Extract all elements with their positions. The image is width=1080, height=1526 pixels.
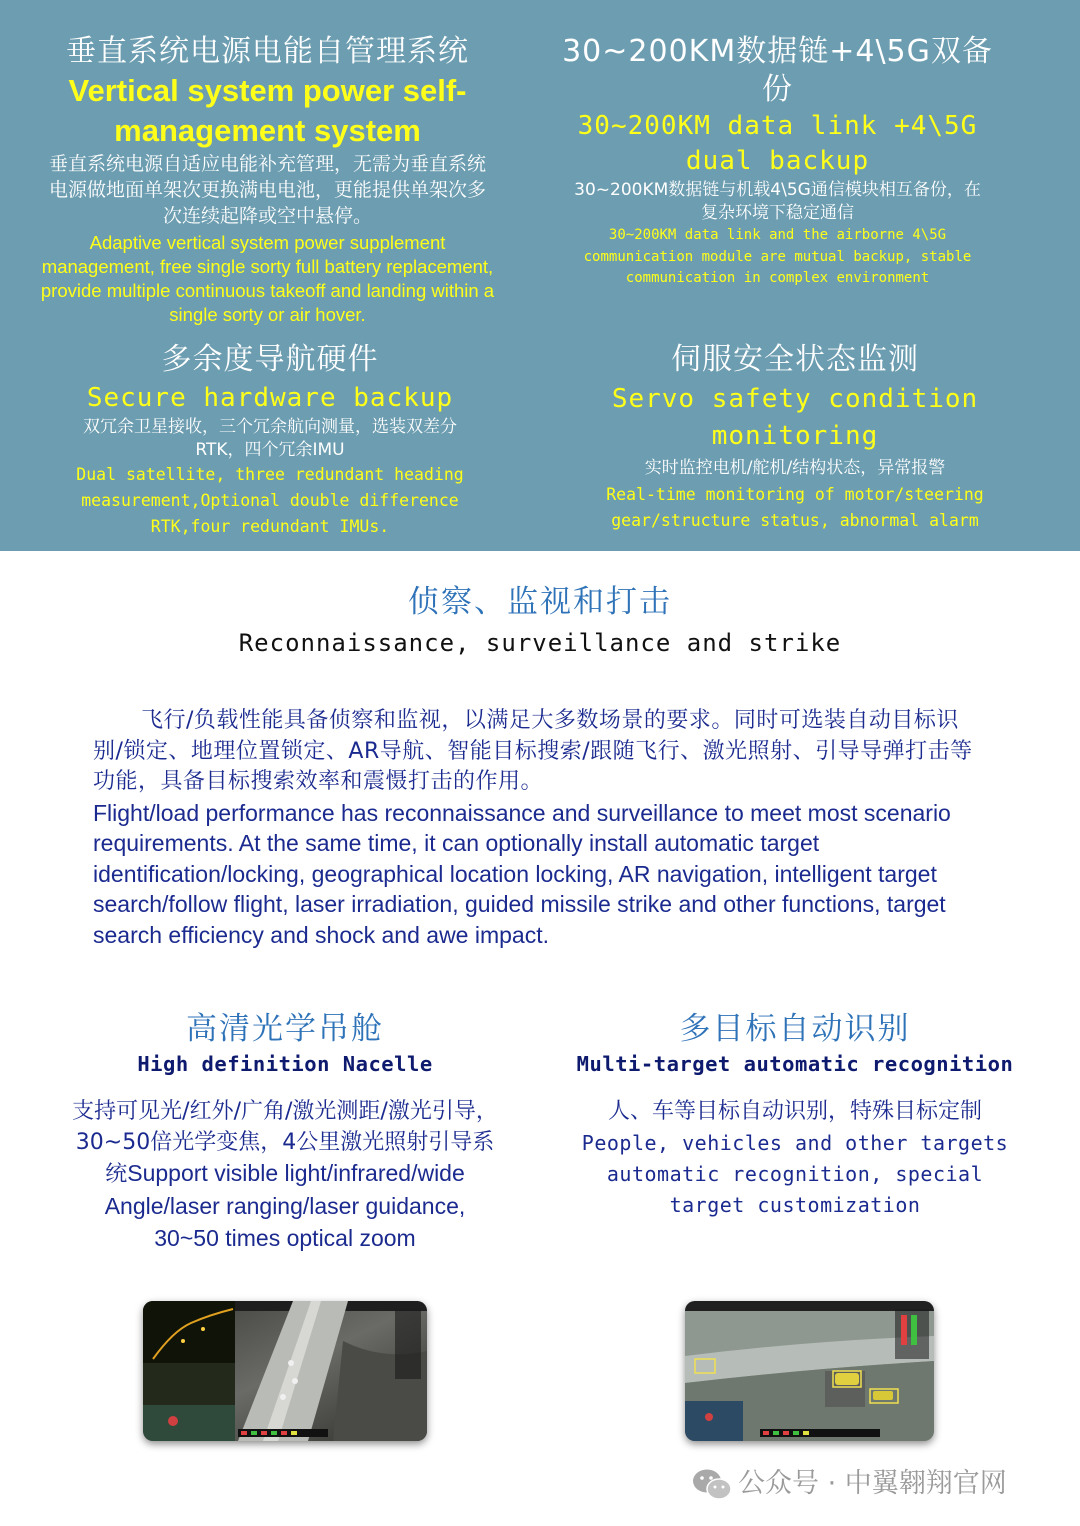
nacelle-title-en: High definition Nacelle <box>137 1052 433 1076</box>
nacelle-body-en: Support visible light/infrared/wide Angle/laser ranging/laser guidance, 30~50 times optical zoom <box>104 1160 466 1251</box>
feature-desc-en: Adaptive vertical system power supplement management, free single sorty full battery replacement, provide multiple continuous takeoff and landing within a single sorty or air hover. <box>40 232 495 325</box>
feature-power <box>40 33 495 327</box>
recon-body-cn: 飞行/负载性能具备侦察和监视，以满足大多数场景的要求。同时可选装自动目标识别/锁定、地理位置锁定、AR导航、智能目标搜索/跟随飞行、激光照射、引导导弹打击等功能，具备目标搜索效率和震慑打击的作用。 <box>93 708 973 794</box>
nacelle-screenshot <box>143 1301 427 1441</box>
feature-desc-en: 30~200KM data link and the airborne 4\5G communication module are mutual backup, stable communication in complex environment <box>583 227 972 286</box>
feature-desc-en: Dual satellite, three redundant heading measurement,Optional double difference RTK,four redundant IMUs. <box>76 465 464 536</box>
recon-paragraph <box>93 706 983 950</box>
feature-desc-en: Real-time monitoring of motor/steering gear/structure status, abnormal alarm <box>606 485 984 530</box>
feature-title-en: Servo safety condition monitoring <box>611 384 979 451</box>
recon-body-en: Flight/load performance has reconnaissance and surveillance to meet most scenario requirements. At the same time, it can optionally install automatic target identification/locking, geographical location locking, AR navigation, intelligent target search/follow flight, laser irradiation, guided missile strike and other functions, target search efficiency and shock and awe impact. <box>93 799 951 948</box>
feature-title-en: Secure hardware backup <box>86 383 454 413</box>
feature-desc-cn: 垂直系统电源自适应电能补充管理，无需为垂直系统电源做地面单架次更换满电电池，更能提供单架次多次连续起降或空中悬停。 <box>48 153 486 227</box>
feature-datalink <box>555 33 1000 290</box>
recognition-title-cn: 多目标自动识别 <box>679 1011 911 1047</box>
aerial-road-image <box>685 1301 934 1441</box>
feature-title-cn: 多余度导航硬件 <box>161 342 379 377</box>
feature-desc-cn: 双冗余卫星接收，三个冗余航向测量，选装双差分RTK，四个冗余IMU <box>83 417 457 460</box>
nacelle-body <box>70 1097 500 1256</box>
feature-title-cn: 30~200KM数据链+4\5G双备份 <box>562 34 993 107</box>
feature-title-cn: 伺服安全状态监测 <box>671 342 919 377</box>
feature-desc-cn: 实时监控电机/舵机/结构状态，异常报警 <box>644 458 946 478</box>
thermal-camera-image <box>143 1301 427 1441</box>
recognition-body-cn: 人、车等目标自动识别，特殊目标定制 <box>607 1099 982 1124</box>
wechat-icon <box>692 1468 732 1502</box>
recognition-title-en: Multi-target automatic recognition <box>576 1052 1014 1076</box>
recognition-body-en: People, vehicles and other targets automatic recognition, special target customization <box>581 1130 1009 1217</box>
nacelle-body-cn: 支持可见光/红外/广角/激光测距/激光引导，30~50倍光学变焦，4公里激光照射引导系统 <box>72 1099 498 1187</box>
nacelle-section <box>70 1009 500 1256</box>
watermark <box>692 1462 1052 1506</box>
feature-title-en: Vertical system power self-management system <box>68 73 467 148</box>
feature-servo <box>580 341 1010 534</box>
feature-title-en: 30~200KM data link +4\5G dual backup <box>577 111 978 176</box>
watermark-text: 公众号 · 中翼翱翔官网 <box>738 1468 1007 1499</box>
feature-title-cn: 垂直系统电源电能自管理系统 <box>66 34 469 69</box>
recon-title-en: Reconnaissance, surveillance and strike <box>238 629 842 657</box>
feature-navigation <box>55 341 485 540</box>
recognition-screenshot <box>685 1301 934 1441</box>
recognition-section <box>555 1009 1035 1221</box>
recon-title-cn: 侦察、监视和打击 <box>408 584 672 620</box>
feature-desc-cn: 30~200KM数据链与机载4\5G通信模块相互备份，在复杂环境下稳定通信 <box>574 180 981 223</box>
nacelle-title-cn: 高清光学吊舱 <box>186 1011 384 1047</box>
